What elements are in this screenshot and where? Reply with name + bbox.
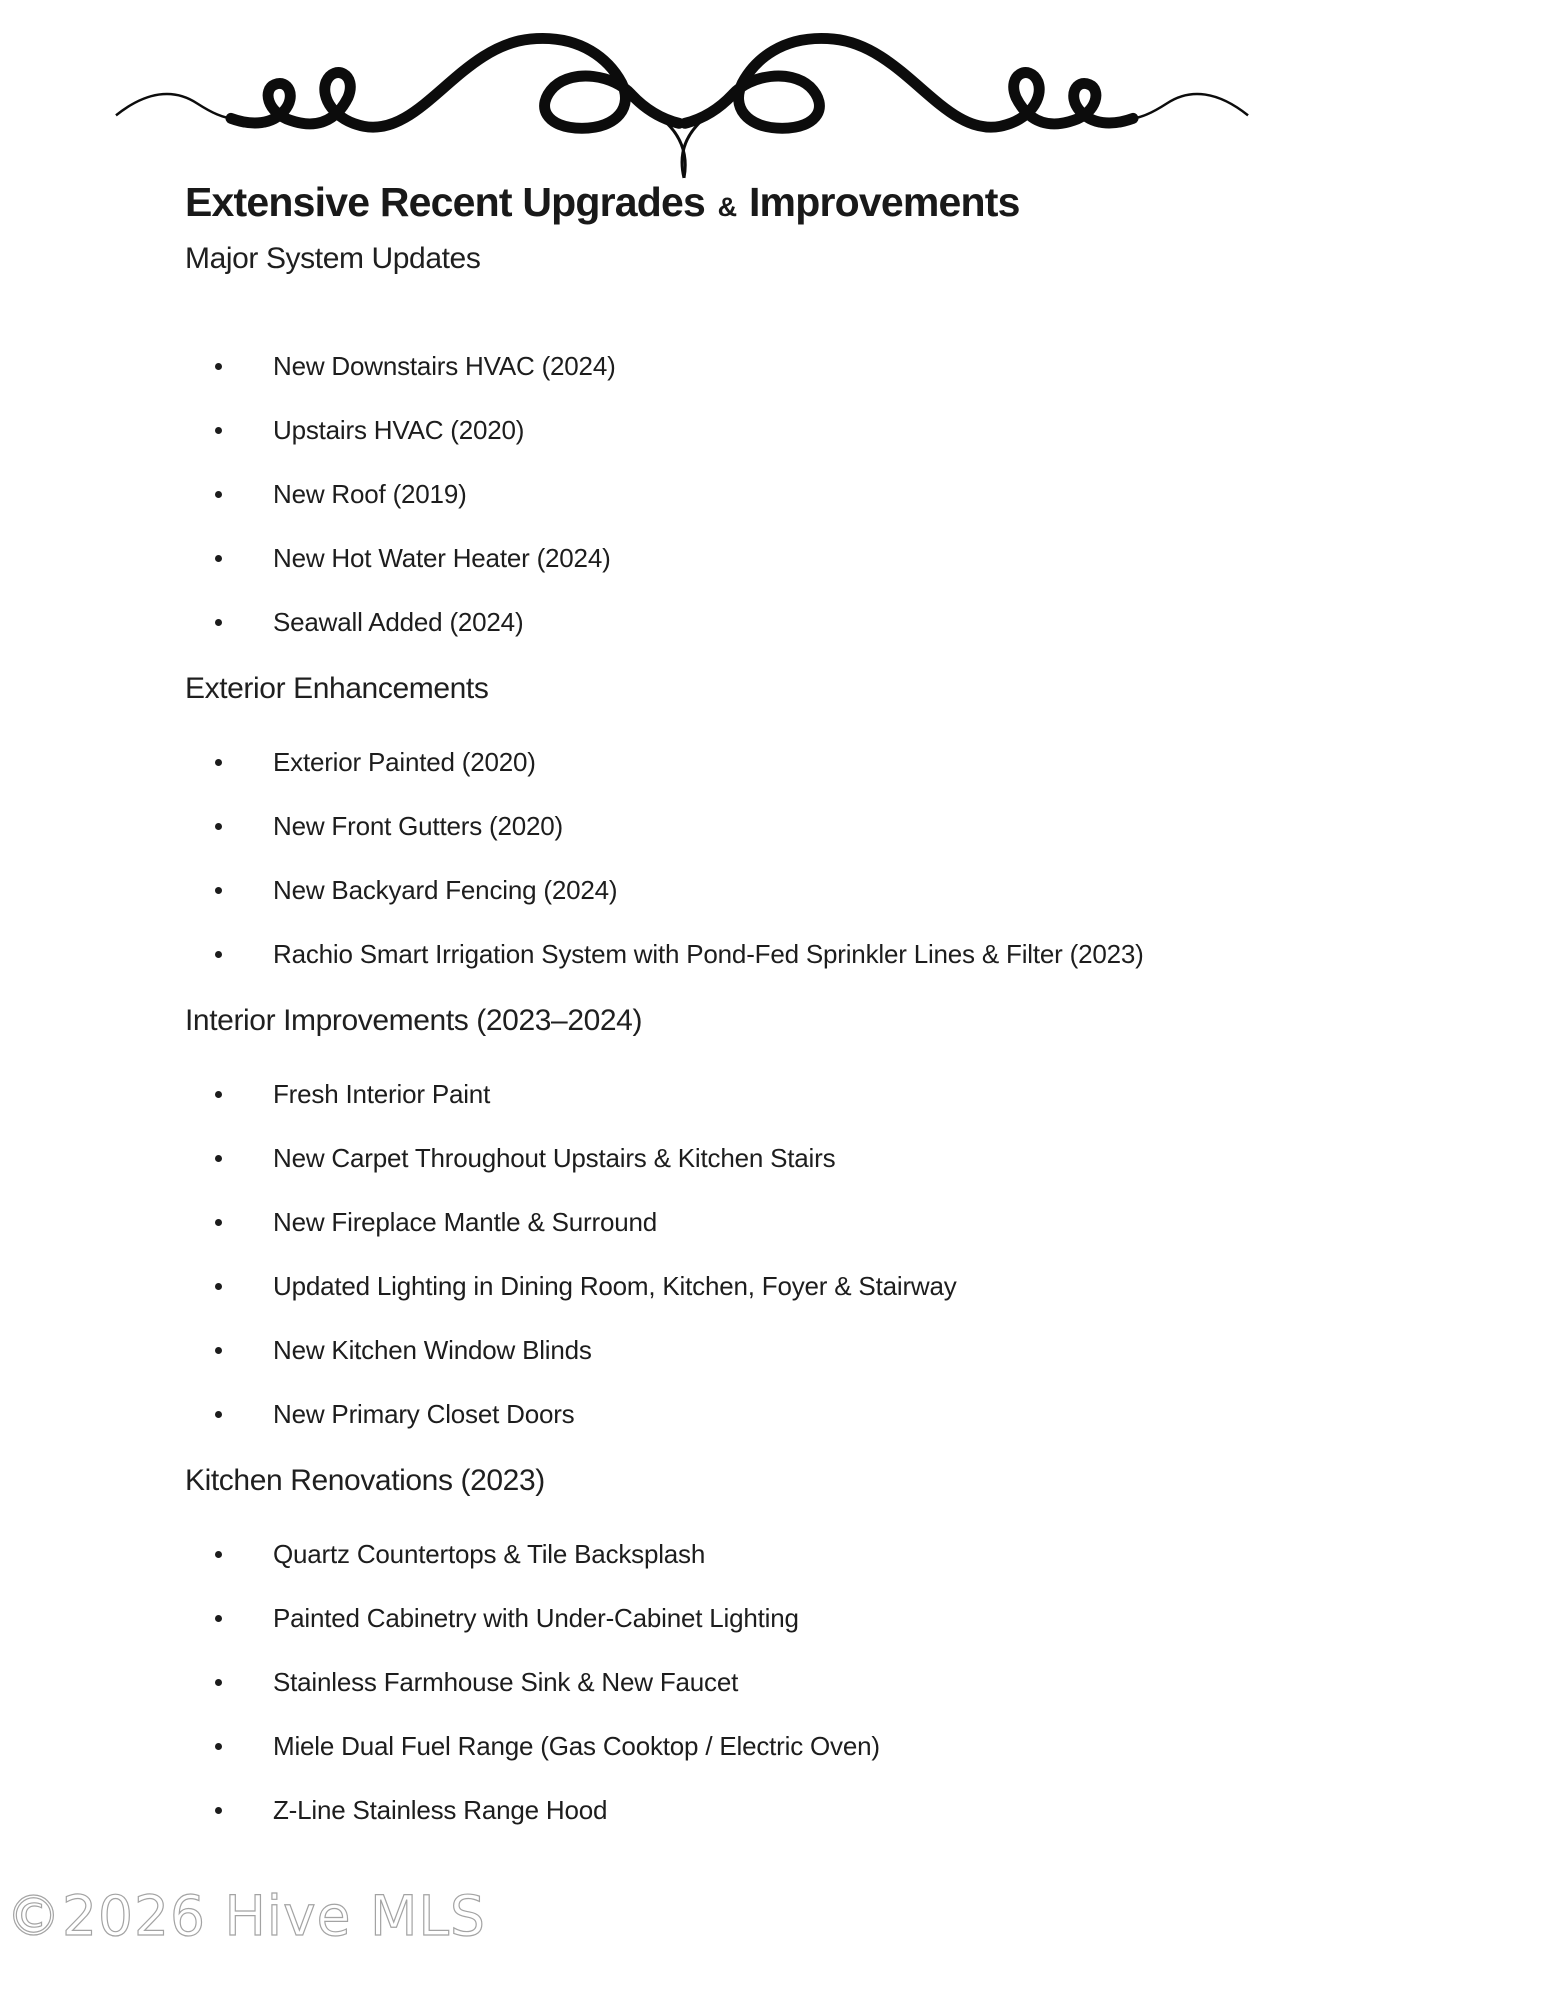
bullet-dot-icon (215, 823, 222, 830)
list-item (185, 1539, 1365, 1569)
page-title (185, 178, 1365, 231)
list-item-text: New Roof (2019) (273, 479, 467, 509)
bullet-dot-icon (215, 1679, 222, 1686)
list-item-text: Seawall Added (2024) (273, 607, 524, 637)
list-item (185, 479, 1365, 509)
bullet-dot-icon (215, 1091, 222, 1098)
list-item (185, 543, 1365, 573)
list-item (185, 939, 1365, 969)
bullet-dot-icon (215, 555, 222, 562)
list-item (185, 1399, 1365, 1429)
list-item-text: New Primary Closet Doors (273, 1399, 575, 1429)
section-heading-exterior-enhancements: Exterior Enhancements (185, 672, 489, 705)
bullet-dot-icon (215, 1347, 222, 1354)
bullet-dot-icon (215, 363, 222, 370)
list-item (185, 1335, 1365, 1365)
section-heading-interior-improvements: Interior Improvements (2023–2024) (185, 1004, 643, 1037)
section-heading-major-system-updates: Major System Updates (185, 242, 481, 275)
document-content (185, 178, 1365, 1859)
list-item (185, 1143, 1365, 1173)
list-item (185, 811, 1365, 841)
list-item-text: New Downstairs HVAC (2024) (273, 351, 616, 381)
section-heading-kitchen-renovations: Kitchen Renovations (2023) (185, 1464, 545, 1497)
list-item-text: New Hot Water Heater (2024) (273, 543, 611, 573)
bullet-dot-icon (215, 951, 222, 958)
page-title-right: Improvements (748, 179, 1020, 225)
list-item-text: Quartz Countertops & Tile Backsplash (273, 1539, 706, 1569)
list-item-text: Painted Cabinetry with Under-Cabinet Lighting (273, 1603, 799, 1633)
list-item (185, 607, 1365, 637)
list-item-text: New Front Gutters (2020) (273, 811, 563, 841)
list-item-text: Updated Lighting in Dining Room, Kitchen, Foyer & Stairway (273, 1271, 957, 1301)
exterior-enhancements-list (185, 747, 1365, 969)
list-item-text: Z-Line Stainless Range Hood (273, 1795, 608, 1825)
bullet-dot-icon (215, 1807, 222, 1814)
list-item (185, 1667, 1365, 1697)
bullet-dot-icon (215, 427, 222, 434)
bullet-dot-icon (215, 1411, 222, 1418)
interior-improvements-list (185, 1079, 1365, 1429)
list-item (185, 1271, 1365, 1301)
page-title-left: Extensive Recent Upgrades (185, 179, 706, 225)
list-item (185, 1079, 1365, 1109)
list-item-text: Miele Dual Fuel Range (Gas Cooktop / Electric Oven) (273, 1731, 880, 1761)
list-item-text: New Backyard Fencing (2024) (273, 875, 618, 905)
list-item (185, 1603, 1365, 1633)
list-item-text: New Fireplace Mantle & Surround (273, 1207, 657, 1237)
bullet-dot-icon (215, 1551, 222, 1558)
kitchen-renovations-list (185, 1539, 1365, 1825)
list-item (185, 351, 1365, 381)
list-item (185, 415, 1365, 445)
bullet-dot-icon (215, 759, 222, 766)
bullet-dot-icon (215, 1155, 222, 1162)
list-item-text: New Kitchen Window Blinds (273, 1335, 592, 1365)
bullet-dot-icon (215, 1743, 222, 1750)
list-item-text: New Carpet Throughout Upstairs & Kitchen Stairs (273, 1143, 836, 1173)
bullet-dot-icon (215, 1283, 222, 1290)
mls-watermark: ©2026 Hive MLS (6, 1884, 486, 1948)
list-item (185, 875, 1365, 905)
list-item (185, 1795, 1365, 1825)
bullet-dot-icon (215, 887, 222, 894)
list-item-text: Fresh Interior Paint (273, 1079, 491, 1109)
list-item-text: Rachio Smart Irrigation System with Pond-Fed Sprinkler Lines & Filter (2023) (273, 939, 1144, 969)
bullet-dot-icon (215, 1219, 222, 1226)
list-item (185, 747, 1365, 777)
major-system-updates-list (185, 351, 1365, 637)
bullet-dot-icon (215, 1615, 222, 1622)
bullet-dot-icon (215, 491, 222, 498)
list-item-text: Exterior Painted (2020) (273, 747, 536, 777)
list-item-text: Stainless Farmhouse Sink & New Faucet (273, 1667, 739, 1697)
list-item (185, 1731, 1365, 1761)
bullet-dot-icon (215, 619, 222, 626)
flourish-divider-icon (112, 22, 1252, 183)
list-item (185, 1207, 1365, 1237)
page-title-ampersand: & (717, 192, 737, 222)
list-item-text: Upstairs HVAC (2020) (273, 415, 525, 445)
